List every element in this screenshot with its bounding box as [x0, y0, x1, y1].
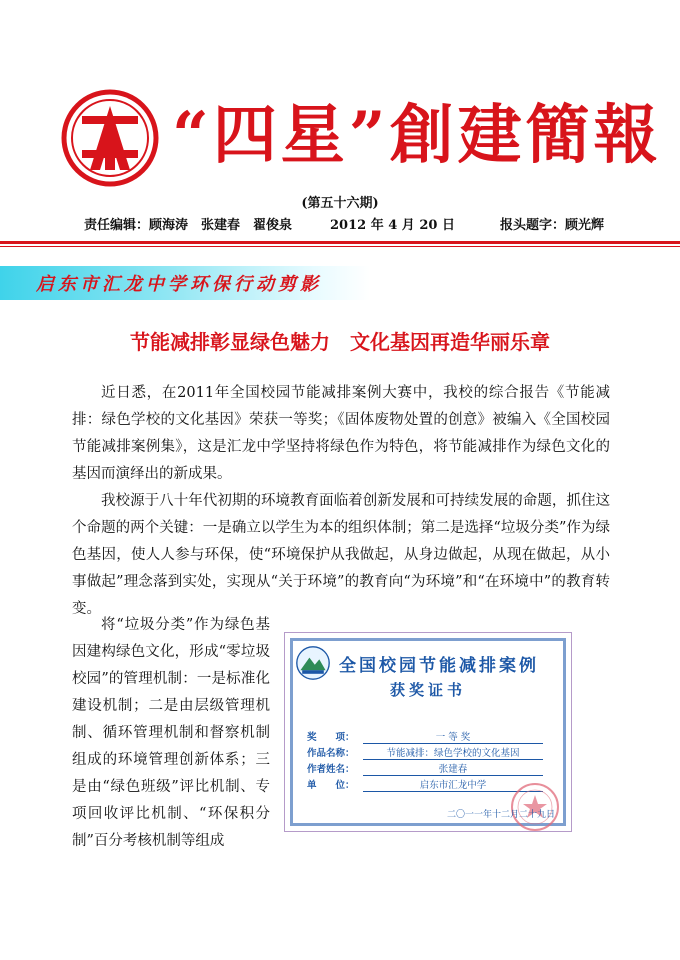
- credit-row: [84, 214, 624, 236]
- certificate-value-author: 张建春: [363, 761, 543, 776]
- certificate-label-award: 奖 项：: [307, 732, 355, 743]
- header-divider-thin: [0, 246, 680, 247]
- issue-number: (第五十六期): [301, 196, 379, 211]
- certificate-value-work: 节能减排：绿色学校的文化基因: [363, 745, 543, 760]
- header-divider: [0, 241, 680, 244]
- article-paragraph-1: 近日悉，在2011年全国校园节能减排案例大赛中，我校的综合报告《节能减排：绿色学校的文化基因》荣获一等奖；《固体废物处置的创意》被编入《全国校园节能减排案例集》，这是汇龙中学坚持将绿色作为特色，将节能减排作为绿色文化的基因而演绎出的新成果。: [72, 385, 610, 482]
- award-certificate: [284, 632, 572, 832]
- masthead-title: “四星”創建簡報: [172, 98, 662, 173]
- certificate-label-unit: 单 位：: [307, 780, 355, 791]
- certificate-emblem-icon: [295, 645, 331, 681]
- certificate-title: 全国校园节能减排案例: [339, 656, 539, 676]
- certificate-value-award: 一 等 奖: [363, 729, 543, 744]
- certificate-value-unit: 启东市汇龙中学: [363, 777, 543, 792]
- publish-date: 2012 年 4 月 20 日: [330, 218, 455, 233]
- article-paragraph-2: 我校源于八十年代初期的环境教育面临着创新发展和可持续发展的命题，抓住这个命题的两个关键：一是确立以学生为本的组织体制；第二是选择“垃圾分类”作为绿色基因，使人人参与环保，使“环境保护从我做起，从身边做起，从现在做起，从小事做起”理念落到实处，实现从“关于环境”的教育向“为环境”和“在环境中”的教育转变。: [72, 493, 610, 617]
- section-banner-title: 启东市汇龙中学环保行动剪影: [36, 274, 322, 295]
- certificate-date: 二〇一一年十二月二十九日: [446, 810, 555, 820]
- certificate-subtitle: 获奖证书: [389, 681, 466, 699]
- certificate-label-author: 作者姓名：: [307, 764, 355, 775]
- calligraphy-credit: 报头题字：顾光辉: [500, 218, 605, 233]
- certificate-label-work: 作品名称：: [307, 748, 355, 759]
- article-headline: 节能减排彰显绿色魅力 文化基因再造华丽乐章: [130, 330, 550, 354]
- article-paragraph-3: 将“垃圾分类”作为绿色基因建构绿色文化，形成“零垃圾校园”的管理机制：一是标准化建设机制；二是由层级管理机制、循环管理机制和督察机制组成的环境管理创新体系；三是由“绿色班级”评比机制、专项回收评比机制、“环保积分制”百分考核机制等组成: [72, 617, 270, 849]
- newspaper-logo-icon: [60, 88, 160, 188]
- editors-credit: 责任编辑：顾海涛 张建春 翟俊泉: [84, 218, 293, 233]
